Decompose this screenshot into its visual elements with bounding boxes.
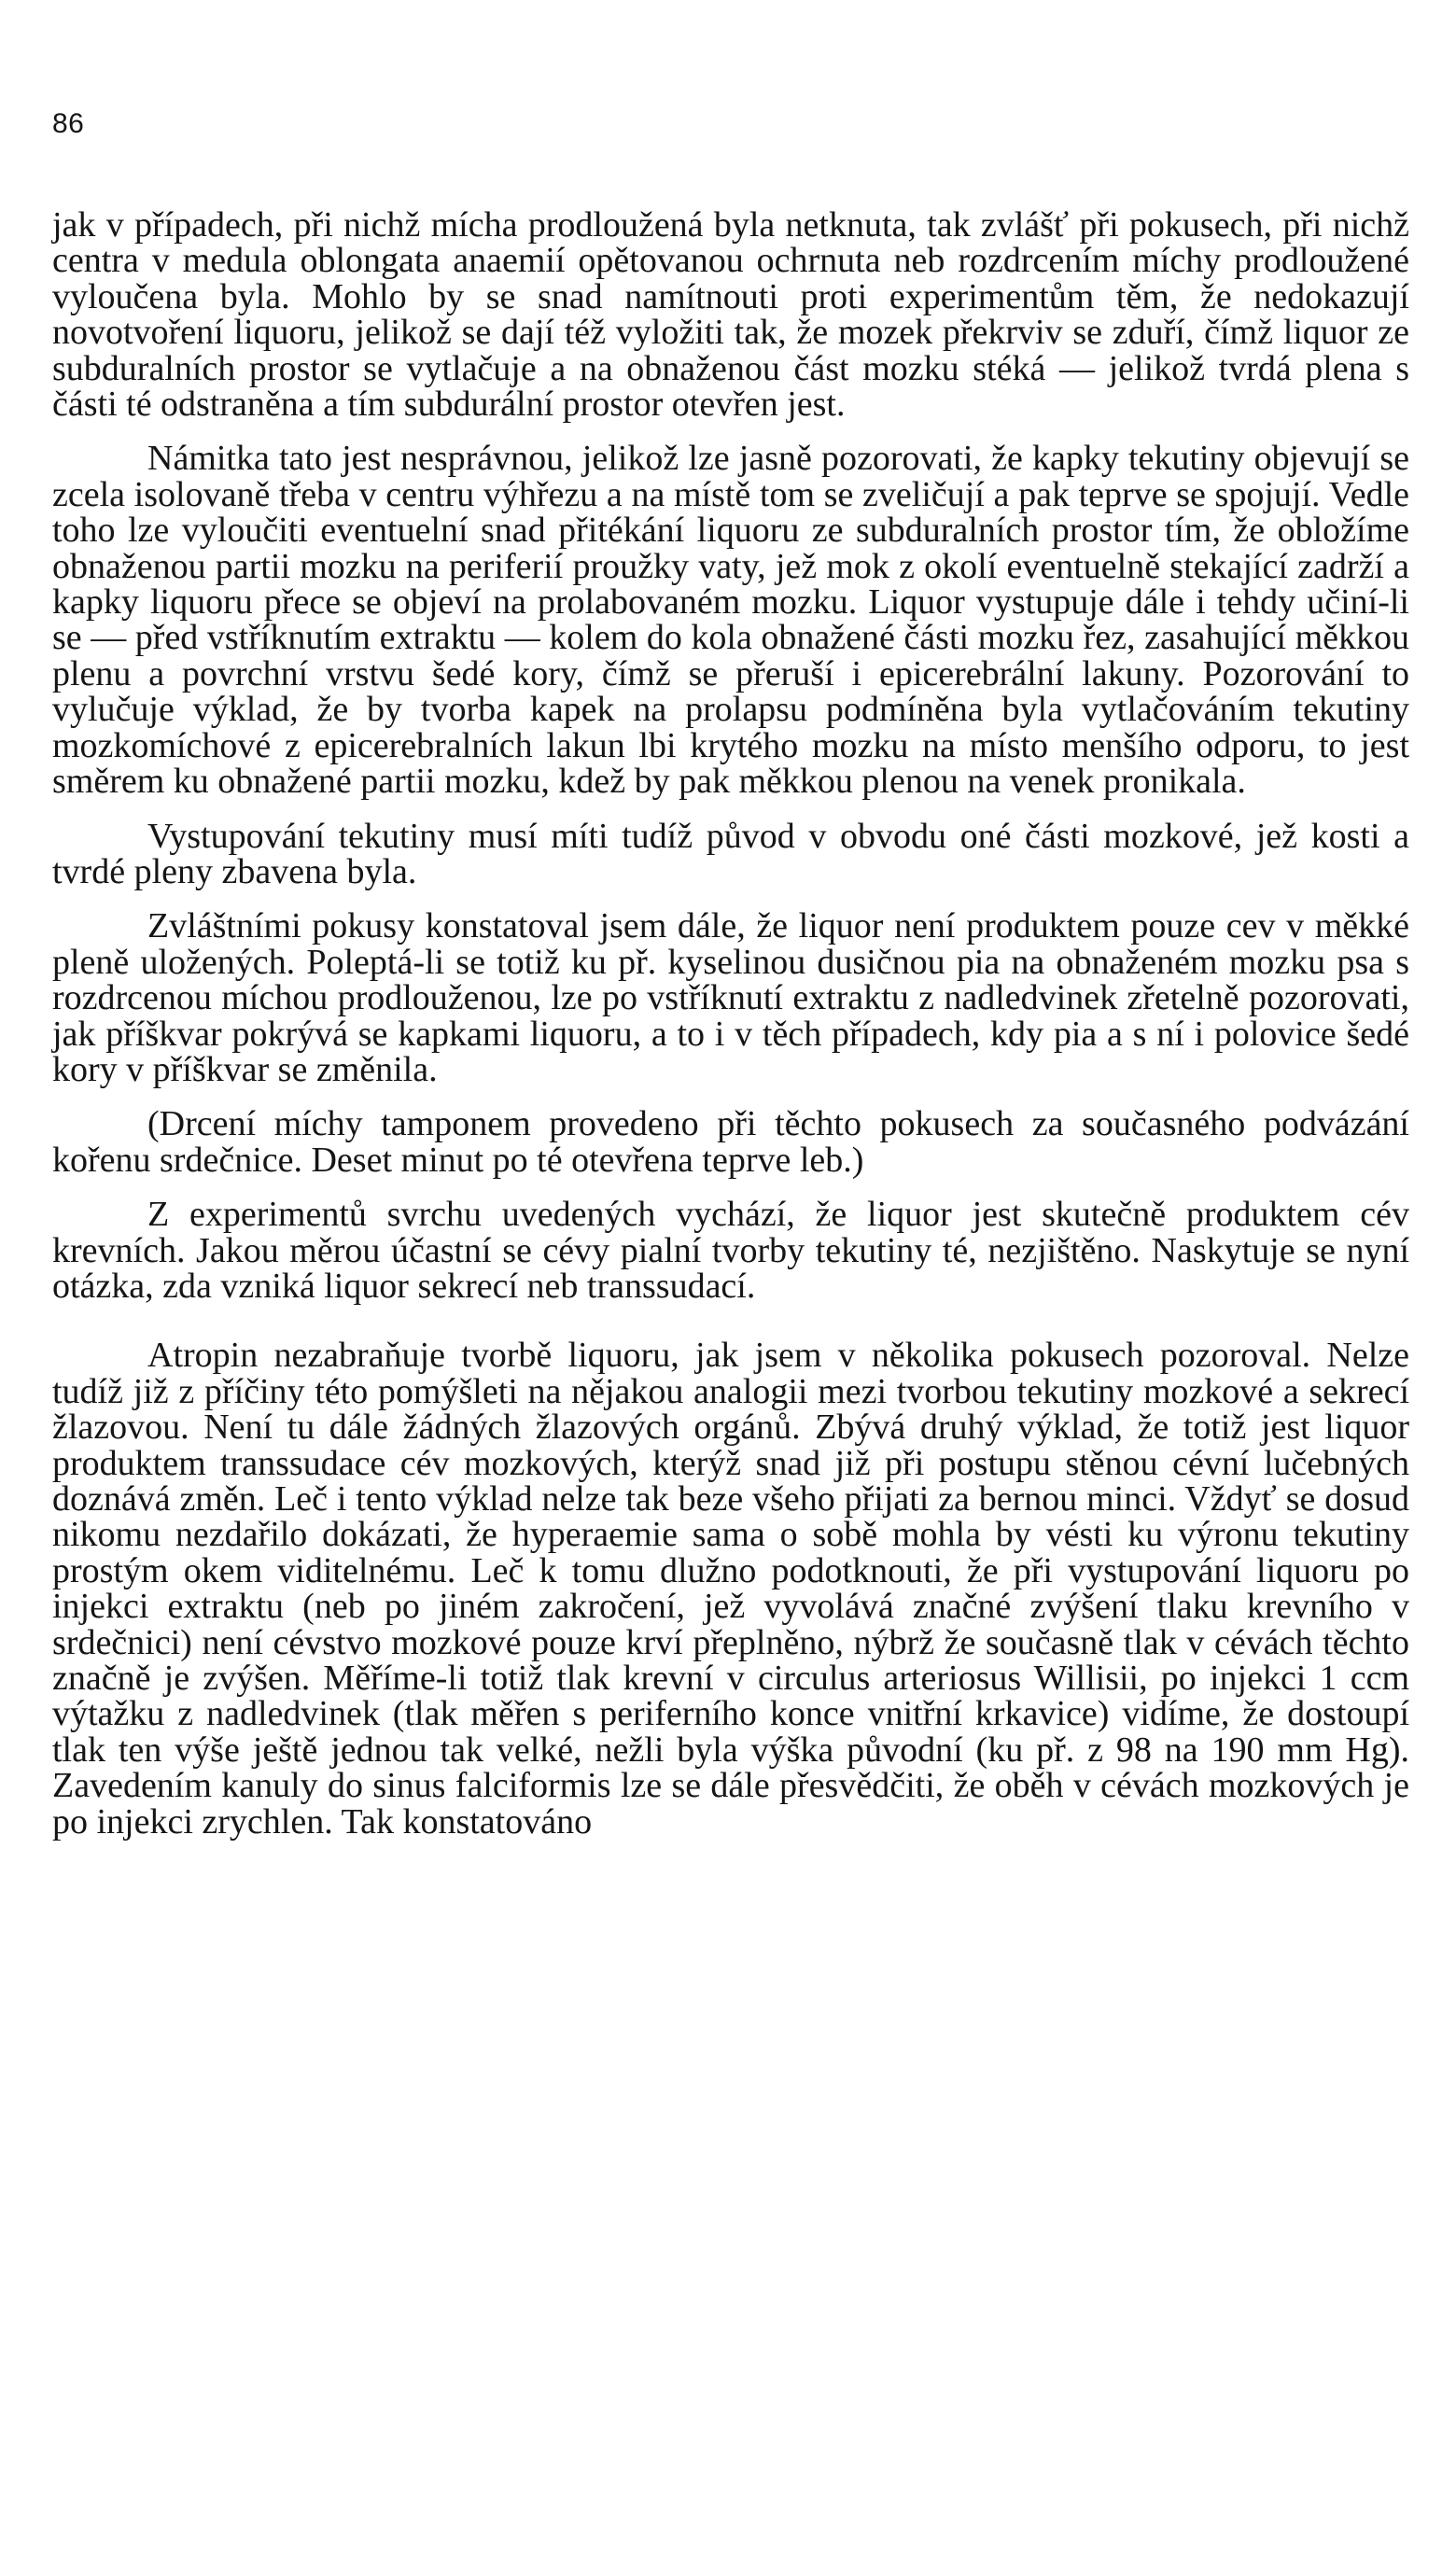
paragraph-7: Atropin nezabraňuje tvorbě liquoru, jak jsem v několika pokusech pozoroval. Nelze tudíž již z příčiny této pomýšleti na nějakou analogii mezi tvorbou tekutiny mozkové a sekrecí žlazovou. Není tu dále žádných žlazových orgánů. Zbývá druhý výklad, že totiž jest liquor produktem transsudace cév mozkových, kterýž snad již při postupu stěnou cévní lučebných doznává změn. Leč i tento výklad nelze tak beze všeho přijati za bernou minci. Vždyť se dosud nikomu nezdařilo dokázati, že hyperaemie sama o sobě mohla by vésti ku výronu tekutiny prostým okem viditelnému. Leč k tomu dlužno podotknouti, že při vystupování liquoru po injekci extraktu (neb po jiném zakročení, jež vyvolává značné zvýšení tlaku krevního v srdečnici) není cévstvo mozkové pouze krví přeplněno, nýbrž že současně tlak v cévách těchto značně je zvýšen. Měříme-li totiž tlak krevní v circulus arteriosus Willisii, po injekci 1 ccm výtažku z nadledvinek (tlak měřen s periferního konce vnitřní krkavice) vidíme, že dostoupí tlak ten výše ještě jednou tak velké, nežli byla výška původní (ku př. z 98 na 190 mm Hg). Zavedením kanuly do sinus falciformis lze se dále přesvědčiti, že oběh v cévách mozkových je po injekci zrychlen. Tak konstatováno	[52, 1336, 1409, 1842]
body-text	[52, 207, 1409, 1840]
paragraph-5: (Drcení míchy tamponem provedeno při těchto pokusech za současného podvázání kořenu srdečnice. Deset minut po té otevřena teprve leb.)	[52, 1104, 1409, 1180]
paragraph-6: Z experimentů svrchu uvedených vychází, že liquor jest skutečně produktem cév krevních. Jakou měrou účastní se cévy pialní tvorby tekutiny té, nezjištěno. Naskytuje se nyní otázka, zda vzniká liquor sekrecí neb transsudací.	[52, 1195, 1409, 1306]
paragraph-3: Vystupování tekutiny musí míti tudíž původ v obvodu oné části mozkové, jež kosti a tvrdé pleny zbavena byla.	[52, 816, 1409, 891]
paragraph-4: Zvláštními pokusy konstatoval jsem dále, že liquor není produktem pouze cev v měkké pleně uložených. Poleptá-li se totiž ku př. kyselinou dusičnou pia na obnaženém mozku psa s rozdrcenou míchou prodlouženou, lze po vstříknutí extraktu z nadledvinek zřetelně pozorovati, jak příškvar pokrývá se kapkami liquoru, a to i v těch případech, kdy pia a s ní i polovice šedé kory v příškvar se změnila.	[52, 906, 1409, 1089]
paragraph-1: jak v případech, při nichž mícha prodloužená byla netknuta, tak zvlášť při pokusech, při nichž centra v medula oblongata anaemií opětovanou ochrnuta neb rozdrcením míchy prodloužené vyloučena byla. Mohlo by se snad namítnouti proti experimentům těm, že nedokazují novotvoření liquoru, jelikož se dají též vyložiti tak, že mozek překrviv se zduří, čímž liquor ze subduralních prostor se vytlačuje a na obnaženou část mozku stéká — jelikož tvrdá plena s části té odstraněna a tím subdurální prostor otevřen jest.	[52, 205, 1409, 425]
page-number: 86	[52, 108, 85, 139]
paragraph-2: Námitka tato jest nesprávnou, jelikož lze jasně pozorovati, že kapky tekutiny objevují se zcela isolovaně třeba v centru výhřezu a na místě tom se zveličují a pak teprve se spojují. Vedle toho lze vyloučiti eventuelní snad přitékání liquoru ze subduralních prostor tím, že obložíme obnaženou partii mozku na periferií proužky vaty, jež mok z okolí eventuelně stekající zadrží a kapky liquoru přece se objeví na prolabovaném mozku. Liquor vystupuje dále i tehdy učiní-li se — před vstříknutím extraktu — kolem do kola obnažené části mozku řez, zasahující měkkou plenu a povrchní vrstvu šedé kory, čímž se přeruší i epicerebrální lakuny. Pozorování to vylučuje výklad, že by tvorba kapek na prolapsu podmíněna byla vytlačováním tekutiny mozkomíchové z epicerebralních lakun lbi krytého mozku na místo menšího odporu, to jest směrem ku obnažené partii mozku, kdež by pak měkkou plenou na venek pronikala.	[52, 439, 1409, 802]
